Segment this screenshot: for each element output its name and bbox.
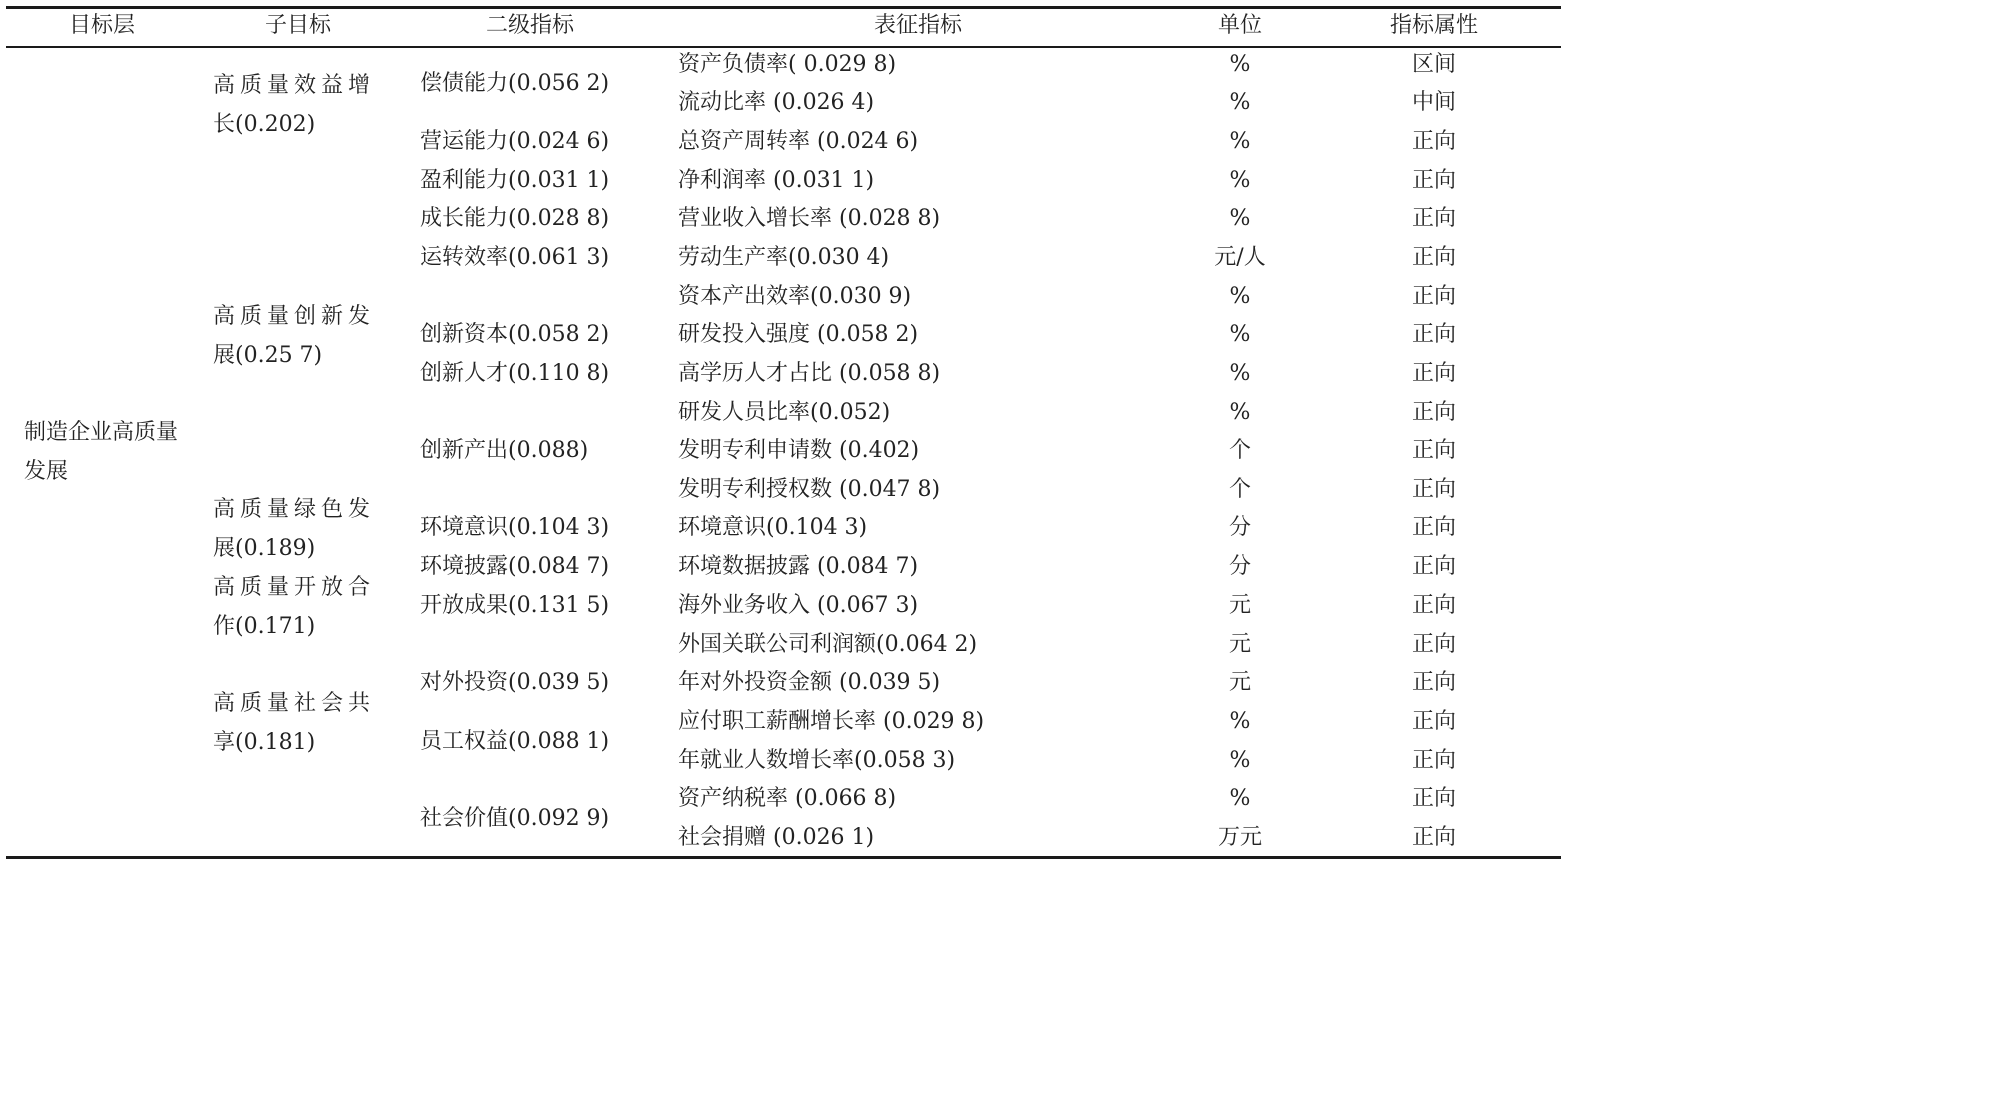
unit-cell: %	[1229, 709, 1251, 734]
secondary-indicator-cell: 盈利能力(0.031 1)	[420, 168, 610, 193]
secondary-indicator-cell: 创新人才(0.110 8)	[420, 361, 610, 386]
characteristic-indicator-cell: 净利润率 (0.031 1)	[678, 168, 875, 193]
unit-cell: 分	[1228, 554, 1252, 579]
unit-cell: 万元	[1217, 825, 1263, 850]
sub-goal-label: 展(0.189)	[213, 536, 316, 561]
unit-cell: %	[1229, 284, 1251, 309]
characteristic-indicator-cell: 营业收入增长率 (0.028 8)	[678, 206, 941, 231]
attribute-cell: 正向	[1411, 284, 1457, 309]
sub-goal-label: 高质量绿色发	[213, 497, 376, 522]
secondary-indicator-cell: 环境意识(0.104 3)	[420, 515, 610, 540]
characteristic-indicator-cell: 研发投入强度 (0.058 2)	[678, 322, 919, 347]
characteristic-indicator-cell: 海外业务收入 (0.067 3)	[678, 593, 919, 618]
characteristic-indicator-cell: 环境数据披露 (0.084 7)	[678, 554, 919, 579]
unit-cell: %	[1229, 206, 1251, 231]
attribute-cell: 正向	[1411, 129, 1457, 154]
attribute-cell: 正向	[1411, 825, 1457, 850]
sub-goal-label: 高质量社会共	[213, 691, 376, 716]
unit-cell: 元	[1228, 593, 1252, 618]
attribute-cell: 正向	[1411, 438, 1457, 463]
unit-cell: 个	[1228, 477, 1252, 502]
attribute-cell: 正向	[1411, 632, 1457, 657]
characteristic-indicator-cell: 劳动生产率(0.030 4)	[678, 245, 890, 270]
secondary-indicator-cell: 员工权益(0.088 1)	[420, 729, 610, 754]
attribute-cell: 区间	[1411, 52, 1457, 77]
table-top-rule	[6, 6, 1561, 9]
unit-cell: %	[1229, 786, 1251, 811]
characteristic-indicator-cell: 研发人员比率(0.052)	[678, 400, 891, 425]
unit-cell: %	[1229, 52, 1251, 77]
characteristic-indicator-cell: 高学历人才占比 (0.058 8)	[678, 361, 941, 386]
attribute-cell: 正向	[1411, 245, 1457, 270]
unit-cell: 个	[1228, 438, 1252, 463]
characteristic-indicator-cell: 年对外投资金额 (0.039 5)	[678, 670, 941, 695]
header-unit: 单位	[1217, 13, 1263, 38]
attribute-cell: 正向	[1411, 786, 1457, 811]
secondary-indicator-cell: 开放成果(0.131 5)	[420, 593, 610, 618]
attribute-cell: 正向	[1411, 400, 1457, 425]
sub-goal-cell	[213, 490, 393, 568]
unit-cell: %	[1229, 90, 1251, 115]
characteristic-indicator-cell: 资产负债率( 0.029 8)	[678, 52, 897, 77]
secondary-indicator-cell: 环境披露(0.084 7)	[420, 554, 610, 579]
attribute-cell: 正向	[1411, 748, 1457, 773]
unit-cell: %	[1229, 361, 1251, 386]
attribute-cell: 正向	[1411, 670, 1457, 695]
attribute-cell: 正向	[1411, 206, 1457, 231]
sub-goal-label: 作(0.171)	[213, 614, 316, 639]
unit-cell: %	[1229, 168, 1251, 193]
secondary-indicator-cell: 创新产出(0.088)	[420, 438, 589, 463]
header-secondary-indicator: 二级指标	[485, 13, 575, 38]
characteristic-indicator-cell: 流动比率 (0.026 4)	[678, 90, 875, 115]
unit-cell: 元	[1228, 670, 1252, 695]
attribute-cell: 正向	[1411, 515, 1457, 540]
sub-goal-cell	[213, 66, 393, 144]
attribute-cell: 正向	[1411, 554, 1457, 579]
attribute-cell: 正向	[1411, 168, 1457, 193]
attribute-cell: 中间	[1411, 90, 1457, 115]
secondary-indicator-cell: 偿债能力(0.056 2)	[420, 71, 610, 96]
characteristic-indicator-cell: 应付职工薪酬增长率 (0.029 8)	[678, 709, 985, 734]
secondary-indicator-cell: 对外投资(0.039 5)	[420, 670, 610, 695]
sub-goal-label: 高质量效益增	[213, 73, 376, 98]
attribute-cell: 正向	[1411, 593, 1457, 618]
characteristic-indicator-cell: 发明专利授权数 (0.047 8)	[678, 477, 941, 502]
unit-cell: %	[1229, 400, 1251, 425]
unit-cell: %	[1229, 322, 1251, 347]
sub-goal-cell	[213, 297, 393, 375]
characteristic-indicator-cell: 总资产周转率 (0.024 6)	[678, 129, 919, 154]
characteristic-indicator-cell: 发明专利申请数 (0.402)	[678, 438, 920, 463]
sub-goal-cell	[213, 684, 393, 762]
header-sub-goal: 子目标	[264, 13, 332, 38]
characteristic-indicator-cell: 年就业人数增长率(0.058 3)	[678, 748, 956, 773]
secondary-indicator-cell: 创新资本(0.058 2)	[420, 322, 610, 347]
header-indicator-attribute: 指标属性	[1389, 13, 1479, 38]
unit-cell: 元	[1228, 632, 1252, 657]
attribute-cell: 正向	[1411, 709, 1457, 734]
secondary-indicator-cell: 社会价值(0.092 9)	[420, 806, 610, 831]
sub-goal-cell	[213, 568, 393, 646]
sub-goal-label: 长(0.202)	[213, 112, 316, 137]
secondary-indicator-cell: 营运能力(0.024 6)	[420, 129, 610, 154]
unit-cell: 分	[1228, 515, 1252, 540]
characteristic-indicator-cell: 资本产出效率(0.030 9)	[678, 284, 912, 309]
characteristic-indicator-cell: 资产纳税率 (0.066 8)	[678, 786, 897, 811]
characteristic-indicator-cell: 外国关联公司利润额(0.064 2)	[678, 632, 978, 657]
goal-layer-cell: 制造企业高质量发展	[24, 420, 179, 484]
attribute-cell: 正向	[1411, 477, 1457, 502]
attribute-cell: 正向	[1411, 361, 1457, 386]
header-characteristic-indicator: 表征指标	[873, 13, 963, 38]
secondary-indicator-cell: 成长能力(0.028 8)	[420, 206, 610, 231]
characteristic-indicator-cell: 社会捐赠 (0.026 1)	[678, 825, 875, 850]
attribute-cell: 正向	[1411, 322, 1457, 347]
unit-cell: 元/人	[1214, 245, 1266, 270]
unit-cell: %	[1229, 129, 1251, 154]
header-goal-layer: 目标层	[68, 13, 136, 38]
secondary-indicator-cell: 运转效率(0.061 3)	[420, 245, 610, 270]
characteristic-indicator-cell: 环境意识(0.104 3)	[678, 515, 868, 540]
sub-goal-label: 享(0.181)	[213, 730, 316, 755]
unit-cell: %	[1229, 748, 1251, 773]
sub-goal-label: 高质量创新发	[213, 304, 376, 329]
sub-goal-label: 展(0.25 7)	[213, 343, 323, 368]
sub-goal-label: 高质量开放合	[213, 575, 376, 600]
